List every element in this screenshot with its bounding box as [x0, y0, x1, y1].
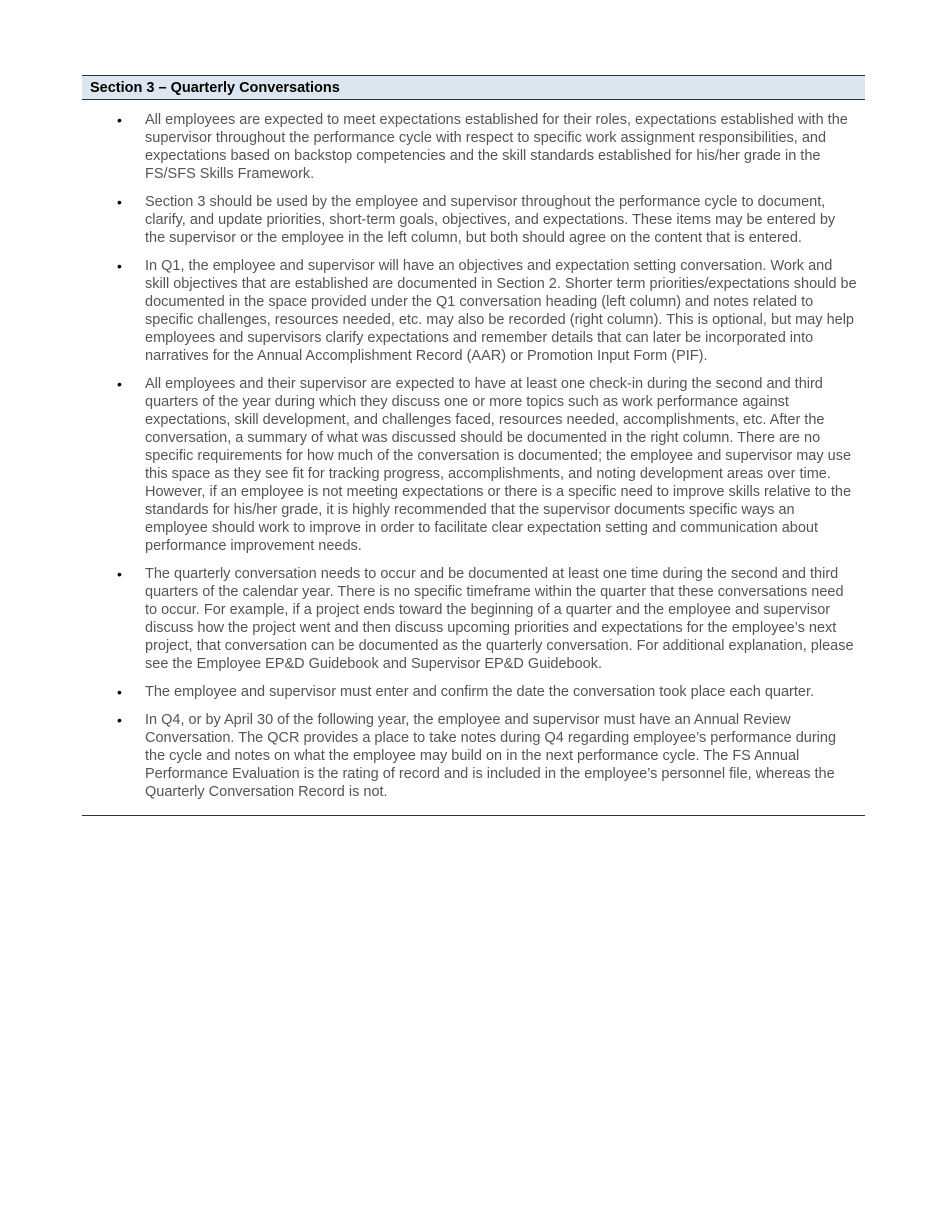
list-item [82, 375, 865, 555]
list-item [82, 711, 865, 801]
bullet-icon: • [117, 684, 122, 700]
section-title: Section 3 – Quarterly Conversations [82, 75, 865, 100]
list-item-text: The employee and supervisor must enter and confirm the date the conversation took place each quarter. [145, 684, 814, 700]
quarterly-conversations-section [82, 75, 865, 816]
list-item-text: Section 3 should be used by the employee and supervisor throughout the performance cycle to document, clarify, and update priorities, short-term goals, objectives, and expectations. These items may be entered by the supervisor or the employee in the left column, but both should agree on the content that is entered. [145, 194, 836, 246]
list-item [82, 683, 865, 701]
bullet-icon: • [117, 376, 122, 392]
list-item-text: The quarterly conversation needs to occur and be documented at least one time during the second and third quarters of the calendar year. There is no specific timeframe within the quarter that these conversations need to occur. For example, if a project ends toward the beginning of a quarter and the employee and supervisor discuss how the project went and then discuss upcoming priorities and expectations for the employee’s next project, that conversation can be documented as the quarterly conversation. For additional explanation, please see the Employee EP&D Guidebook and Supervisor EP&D Guidebook. [145, 566, 854, 672]
list-item-text: In Q1, the employee and supervisor will have an objectives and expectation setting conversation. Work and skill objectives that are established are documented in Section 2. Shorter term priorities/expectations should be documented in the space provided under the Q1 conversation heading (left column) and notes related to specific challenges, resources needed, etc. may also be recorded (right column). This is optional, but may help employees and supervisors clarify expectations and remember details that can later be incorporated into narratives for the Annual Accomplishment Record (AAR) or Promotion Input Form (PIF). [145, 258, 857, 364]
list-item [82, 257, 865, 365]
instructions-list [82, 111, 865, 801]
bullet-icon: • [117, 258, 122, 274]
list-item-text: In Q4, or by April 30 of the following year, the employee and supervisor must have an Annual Review Conversation. The QCR provides a place to take notes during Q4 regarding employee’s performance during the cycle and notes on what the employee may build on in the next performance cycle. The FS Annual Performance Evaluation is the rating of record and is included in the employee’s personnel file, whereas the Quarterly Conversation Record is not. [145, 712, 837, 800]
bullet-icon: • [117, 194, 122, 210]
list-item-text: All employees and their supervisor are expected to have at least one check-in during the second and third quarters of the year during which they discuss one or more topics such as work performance against expectations, skill development, and challenges faced, resources needed, accomplishments, etc. After the conversation, a summary of what was discussed should be documented in the right column. There are no specific requirements for how much of the conversation is documented; the employee and supervisor may use this space as they see fit for tracking progress, accomplishments, and noting development areas over time. However, if an employee is not meeting expectations or there is a specific need to improve skills relative to the standards for his/her grade, it is highly recommended that the supervisor documents specific ways an employee should work to improve in order to facilitate clear expectation setting and communication about performance improvement needs. [145, 376, 852, 554]
bullet-icon: • [117, 566, 122, 582]
list-item [82, 565, 865, 673]
bullet-icon: • [117, 112, 122, 128]
list-item [82, 111, 865, 183]
list-item [82, 193, 865, 247]
list-item-text: All employees are expected to meet expectations established for their roles, expectations established with the supervisor throughout the performance cycle with respect to specific work assignment responsibilities, and expectations based on backstop competencies and the skill standards established for his/her grade in the FS/SFS Skills Framework. [145, 112, 848, 182]
bullet-icon: • [117, 712, 122, 728]
